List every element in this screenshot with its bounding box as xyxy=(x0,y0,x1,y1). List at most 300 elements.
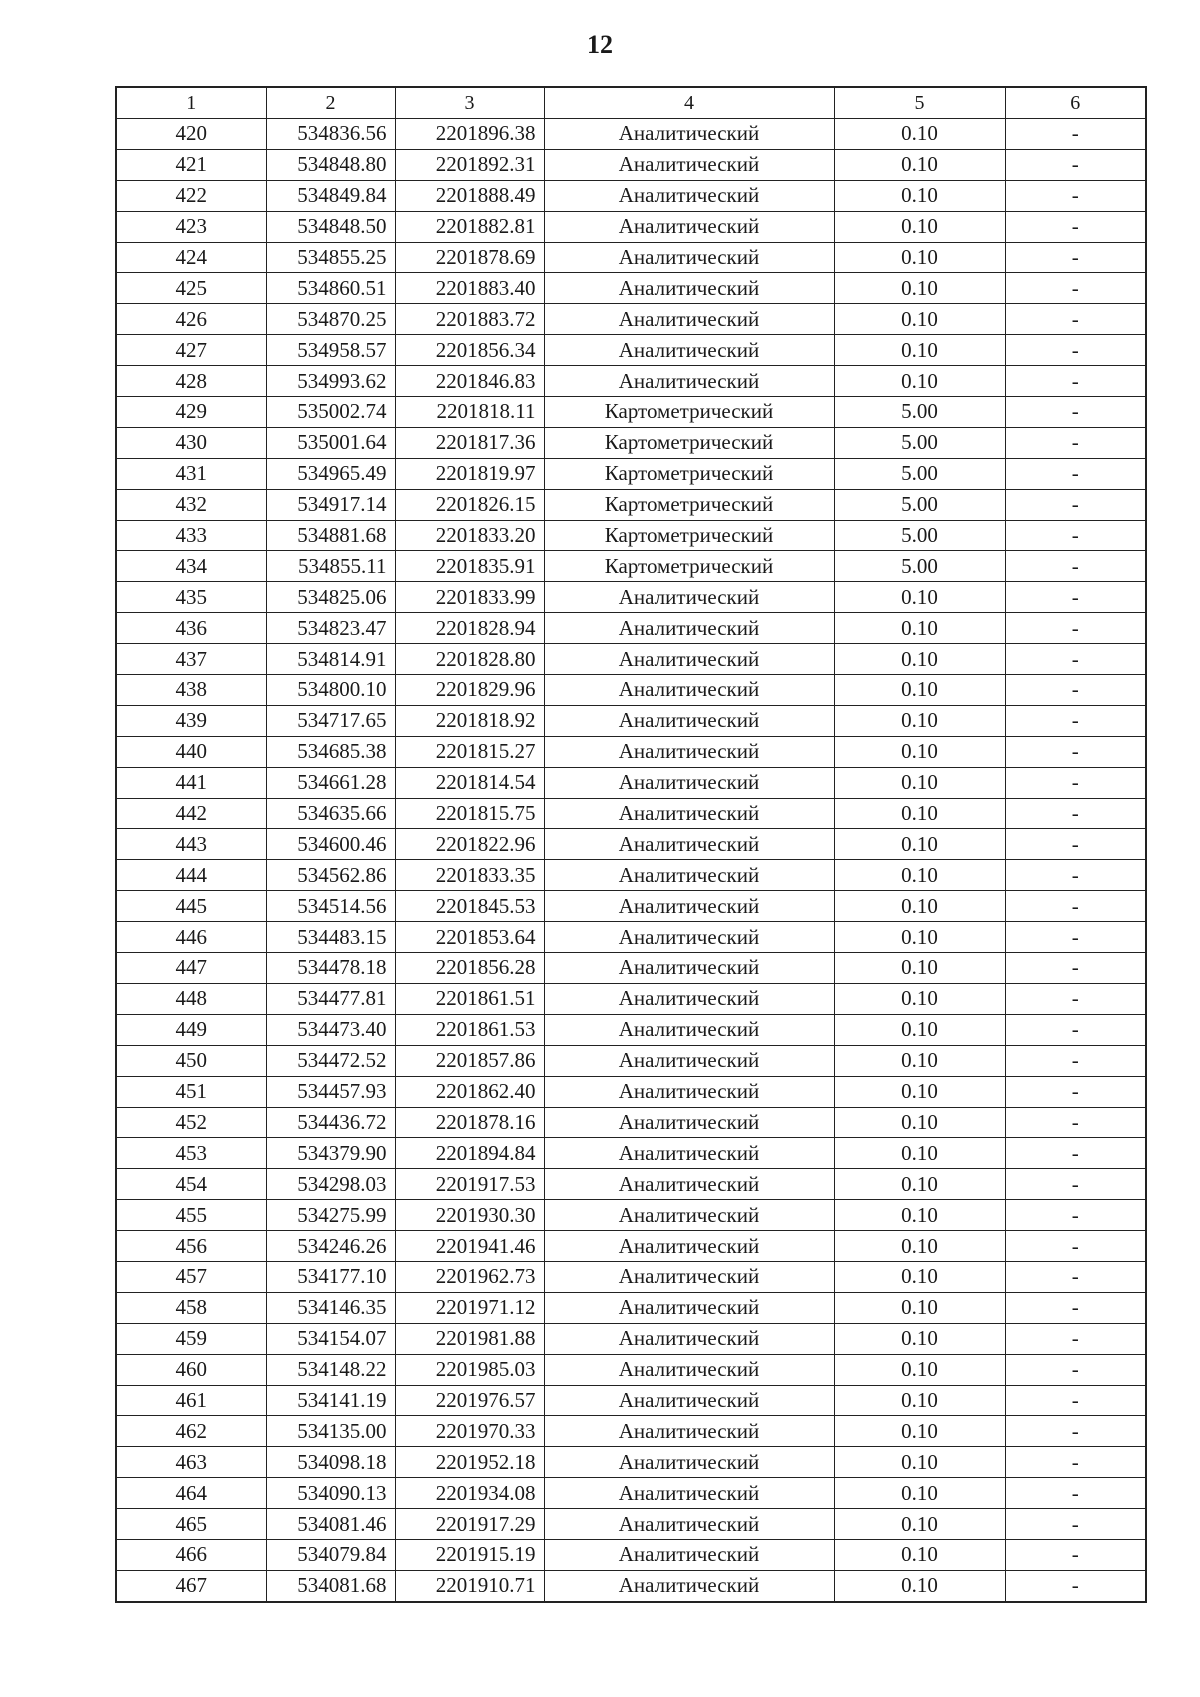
point-number-cell: 442 xyxy=(116,798,266,829)
table-row xyxy=(116,1045,1146,1076)
accuracy-cell: 0.10 xyxy=(834,1447,1005,1478)
x-coordinate-cell: 534154.07 xyxy=(266,1323,395,1354)
point-number-cell: 435 xyxy=(116,582,266,613)
method-cell: Аналитический xyxy=(544,829,834,860)
accuracy-cell: 0.10 xyxy=(834,149,1005,180)
point-number-cell: 467 xyxy=(116,1570,266,1601)
x-coordinate-cell: 534823.47 xyxy=(266,613,395,644)
table-row xyxy=(116,366,1146,397)
point-number-cell: 423 xyxy=(116,211,266,242)
method-cell: Аналитический xyxy=(544,211,834,242)
point-number-cell: 460 xyxy=(116,1354,266,1385)
x-coordinate-cell: 534379.90 xyxy=(266,1138,395,1169)
table-row xyxy=(116,953,1146,984)
point-number-cell: 440 xyxy=(116,736,266,767)
point-number-cell: 433 xyxy=(116,520,266,551)
x-coordinate-cell: 534477.81 xyxy=(266,983,395,1014)
y-coordinate-cell: 2201878.69 xyxy=(395,242,544,273)
note-cell: - xyxy=(1005,520,1146,551)
accuracy-cell: 0.10 xyxy=(834,119,1005,150)
note-cell: - xyxy=(1005,953,1146,984)
point-number-cell: 444 xyxy=(116,860,266,891)
table-row xyxy=(116,1169,1146,1200)
method-cell: Аналитический xyxy=(544,304,834,335)
x-coordinate-cell: 534870.25 xyxy=(266,304,395,335)
table-row xyxy=(116,891,1146,922)
x-coordinate-cell: 534081.46 xyxy=(266,1509,395,1540)
x-coordinate-cell: 534098.18 xyxy=(266,1447,395,1478)
method-cell: Аналитический xyxy=(544,705,834,736)
y-coordinate-cell: 2201833.35 xyxy=(395,860,544,891)
point-number-cell: 428 xyxy=(116,366,266,397)
accuracy-cell: 0.10 xyxy=(834,644,1005,675)
accuracy-cell: 0.10 xyxy=(834,1478,1005,1509)
point-number-cell: 449 xyxy=(116,1014,266,1045)
point-number-cell: 453 xyxy=(116,1138,266,1169)
table-row xyxy=(116,613,1146,644)
x-coordinate-cell: 534457.93 xyxy=(266,1076,395,1107)
point-number-cell: 439 xyxy=(116,705,266,736)
y-coordinate-cell: 2201853.64 xyxy=(395,922,544,953)
note-cell: - xyxy=(1005,1385,1146,1416)
table-row xyxy=(116,675,1146,706)
note-cell: - xyxy=(1005,242,1146,273)
method-cell: Аналитический xyxy=(544,1169,834,1200)
table-row xyxy=(116,1447,1146,1478)
accuracy-cell: 0.10 xyxy=(834,705,1005,736)
accuracy-cell: 5.00 xyxy=(834,520,1005,551)
method-cell: Аналитический xyxy=(544,798,834,829)
y-coordinate-cell: 2201962.73 xyxy=(395,1261,544,1292)
y-coordinate-cell: 2201857.86 xyxy=(395,1045,544,1076)
point-number-cell: 443 xyxy=(116,829,266,860)
accuracy-cell: 0.10 xyxy=(834,798,1005,829)
method-cell: Аналитический xyxy=(544,119,834,150)
point-number-cell: 456 xyxy=(116,1231,266,1262)
method-cell: Аналитический xyxy=(544,1539,834,1570)
x-coordinate-cell: 534472.52 xyxy=(266,1045,395,1076)
table-row xyxy=(116,1416,1146,1447)
accuracy-cell: 0.10 xyxy=(834,860,1005,891)
point-number-cell: 450 xyxy=(116,1045,266,1076)
accuracy-cell: 0.10 xyxy=(834,273,1005,304)
method-cell: Аналитический xyxy=(544,273,834,304)
accuracy-cell: 0.10 xyxy=(834,1416,1005,1447)
y-coordinate-cell: 2201846.83 xyxy=(395,366,544,397)
method-cell: Картометрический xyxy=(544,397,834,428)
y-coordinate-cell: 2201952.18 xyxy=(395,1447,544,1478)
point-number-cell: 457 xyxy=(116,1261,266,1292)
y-coordinate-cell: 2201856.34 xyxy=(395,335,544,366)
y-coordinate-cell: 2201828.94 xyxy=(395,613,544,644)
note-cell: - xyxy=(1005,736,1146,767)
x-coordinate-cell: 534600.46 xyxy=(266,829,395,860)
note-cell: - xyxy=(1005,1539,1146,1570)
method-cell: Аналитический xyxy=(544,1478,834,1509)
note-cell: - xyxy=(1005,644,1146,675)
table-row xyxy=(116,119,1146,150)
point-number-cell: 420 xyxy=(116,119,266,150)
table-row xyxy=(116,458,1146,489)
note-cell: - xyxy=(1005,149,1146,180)
x-coordinate-cell: 534881.68 xyxy=(266,520,395,551)
x-coordinate-cell: 534146.35 xyxy=(266,1292,395,1323)
x-coordinate-cell: 534800.10 xyxy=(266,675,395,706)
method-cell: Аналитический xyxy=(544,922,834,953)
table-row xyxy=(116,644,1146,675)
method-cell: Аналитический xyxy=(544,1045,834,1076)
table-row xyxy=(116,1200,1146,1231)
accuracy-cell: 5.00 xyxy=(834,397,1005,428)
x-coordinate-cell: 534849.84 xyxy=(266,180,395,211)
accuracy-cell: 0.10 xyxy=(834,304,1005,335)
page-number: 12 xyxy=(587,30,613,59)
note-cell: - xyxy=(1005,860,1146,891)
method-cell: Аналитический xyxy=(544,1385,834,1416)
x-coordinate-cell: 534635.66 xyxy=(266,798,395,829)
table-row xyxy=(116,1478,1146,1509)
table-row xyxy=(116,397,1146,428)
method-cell: Аналитический xyxy=(544,180,834,211)
note-cell: - xyxy=(1005,891,1146,922)
note-cell: - xyxy=(1005,1323,1146,1354)
accuracy-cell: 0.10 xyxy=(834,366,1005,397)
y-coordinate-cell: 2201815.75 xyxy=(395,798,544,829)
method-cell: Аналитический xyxy=(544,1416,834,1447)
x-coordinate-cell: 534848.50 xyxy=(266,211,395,242)
point-number-cell: 427 xyxy=(116,335,266,366)
table-row xyxy=(116,798,1146,829)
accuracy-cell: 0.10 xyxy=(834,613,1005,644)
y-coordinate-cell: 2201819.97 xyxy=(395,458,544,489)
method-cell: Аналитический xyxy=(544,983,834,1014)
accuracy-cell: 5.00 xyxy=(834,427,1005,458)
accuracy-cell: 0.10 xyxy=(834,1045,1005,1076)
point-number-cell: 434 xyxy=(116,551,266,582)
y-coordinate-cell: 2201894.84 xyxy=(395,1138,544,1169)
column-header: 5 xyxy=(834,87,1005,119)
y-coordinate-cell: 2201862.40 xyxy=(395,1076,544,1107)
note-cell: - xyxy=(1005,983,1146,1014)
y-coordinate-cell: 2201829.96 xyxy=(395,675,544,706)
note-cell: - xyxy=(1005,582,1146,613)
note-cell: - xyxy=(1005,829,1146,860)
table-row xyxy=(116,211,1146,242)
y-coordinate-cell: 2201835.91 xyxy=(395,551,544,582)
table-row xyxy=(116,705,1146,736)
y-coordinate-cell: 2201815.27 xyxy=(395,736,544,767)
point-number-cell: 465 xyxy=(116,1509,266,1540)
accuracy-cell: 0.10 xyxy=(834,582,1005,613)
note-cell: - xyxy=(1005,211,1146,242)
table-row xyxy=(116,520,1146,551)
point-number-cell: 432 xyxy=(116,489,266,520)
note-cell: - xyxy=(1005,366,1146,397)
accuracy-cell: 0.10 xyxy=(834,335,1005,366)
method-cell: Картометрический xyxy=(544,458,834,489)
method-cell: Картометрический xyxy=(544,520,834,551)
table-row xyxy=(116,922,1146,953)
x-coordinate-cell: 534848.80 xyxy=(266,149,395,180)
method-cell: Аналитический xyxy=(544,1323,834,1354)
x-coordinate-cell: 534246.26 xyxy=(266,1231,395,1262)
y-coordinate-cell: 2201818.92 xyxy=(395,705,544,736)
y-coordinate-cell: 2201976.57 xyxy=(395,1385,544,1416)
x-coordinate-cell: 534436.72 xyxy=(266,1107,395,1138)
note-cell: - xyxy=(1005,675,1146,706)
accuracy-cell: 0.10 xyxy=(834,1570,1005,1601)
note-cell: - xyxy=(1005,551,1146,582)
point-number-cell: 445 xyxy=(116,891,266,922)
note-cell: - xyxy=(1005,1138,1146,1169)
method-cell: Аналитический xyxy=(544,1261,834,1292)
y-coordinate-cell: 2201888.49 xyxy=(395,180,544,211)
table-row xyxy=(116,983,1146,1014)
column-header: 4 xyxy=(544,87,834,119)
y-coordinate-cell: 2201833.99 xyxy=(395,582,544,613)
method-cell: Аналитический xyxy=(544,1138,834,1169)
accuracy-cell: 0.10 xyxy=(834,1539,1005,1570)
table-row xyxy=(116,1323,1146,1354)
y-coordinate-cell: 2201822.96 xyxy=(395,829,544,860)
method-cell: Аналитический xyxy=(544,149,834,180)
x-coordinate-cell: 535002.74 xyxy=(266,397,395,428)
method-cell: Аналитический xyxy=(544,953,834,984)
point-number-cell: 437 xyxy=(116,644,266,675)
x-coordinate-cell: 534079.84 xyxy=(266,1539,395,1570)
x-coordinate-cell: 534562.86 xyxy=(266,860,395,891)
column-header: 2 xyxy=(266,87,395,119)
y-coordinate-cell: 2201883.72 xyxy=(395,304,544,335)
point-number-cell: 451 xyxy=(116,1076,266,1107)
note-cell: - xyxy=(1005,489,1146,520)
x-coordinate-cell: 534483.15 xyxy=(266,922,395,953)
point-number-cell: 463 xyxy=(116,1447,266,1478)
table-row xyxy=(116,242,1146,273)
method-cell: Аналитический xyxy=(544,1231,834,1262)
table-row xyxy=(116,1570,1146,1601)
note-cell: - xyxy=(1005,304,1146,335)
table-row xyxy=(116,829,1146,860)
method-cell: Аналитический xyxy=(544,1570,834,1601)
method-cell: Картометрический xyxy=(544,427,834,458)
table-row xyxy=(116,427,1146,458)
table-row xyxy=(116,489,1146,520)
method-cell: Аналитический xyxy=(544,1200,834,1231)
accuracy-cell: 0.10 xyxy=(834,891,1005,922)
y-coordinate-cell: 2201861.51 xyxy=(395,983,544,1014)
x-coordinate-cell: 534717.65 xyxy=(266,705,395,736)
point-number-cell: 429 xyxy=(116,397,266,428)
note-cell: - xyxy=(1005,767,1146,798)
accuracy-cell: 0.10 xyxy=(834,1231,1005,1262)
x-coordinate-cell: 534141.19 xyxy=(266,1385,395,1416)
note-cell: - xyxy=(1005,335,1146,366)
accuracy-cell: 0.10 xyxy=(834,953,1005,984)
y-coordinate-cell: 2201971.12 xyxy=(395,1292,544,1323)
x-coordinate-cell: 534081.68 xyxy=(266,1570,395,1601)
point-number-cell: 459 xyxy=(116,1323,266,1354)
accuracy-cell: 5.00 xyxy=(834,551,1005,582)
x-coordinate-cell: 534836.56 xyxy=(266,119,395,150)
table-row xyxy=(116,304,1146,335)
table-row xyxy=(116,273,1146,304)
table-row xyxy=(116,1107,1146,1138)
accuracy-cell: 5.00 xyxy=(834,458,1005,489)
y-coordinate-cell: 2201941.46 xyxy=(395,1231,544,1262)
y-coordinate-cell: 2201917.53 xyxy=(395,1169,544,1200)
table-row xyxy=(116,1138,1146,1169)
y-coordinate-cell: 2201878.16 xyxy=(395,1107,544,1138)
x-coordinate-cell: 534685.38 xyxy=(266,736,395,767)
note-cell: - xyxy=(1005,1261,1146,1292)
table-row xyxy=(116,1354,1146,1385)
method-cell: Аналитический xyxy=(544,891,834,922)
x-coordinate-cell: 534814.91 xyxy=(266,644,395,675)
y-coordinate-cell: 2201915.19 xyxy=(395,1539,544,1570)
point-number-cell: 454 xyxy=(116,1169,266,1200)
table-row xyxy=(116,1014,1146,1045)
table-row xyxy=(116,149,1146,180)
accuracy-cell: 0.10 xyxy=(834,829,1005,860)
note-cell: - xyxy=(1005,458,1146,489)
method-cell: Аналитический xyxy=(544,1354,834,1385)
y-coordinate-cell: 2201861.53 xyxy=(395,1014,544,1045)
method-cell: Аналитический xyxy=(544,582,834,613)
y-coordinate-cell: 2201828.80 xyxy=(395,644,544,675)
note-cell: - xyxy=(1005,1570,1146,1601)
accuracy-cell: 0.10 xyxy=(834,1014,1005,1045)
note-cell: - xyxy=(1005,922,1146,953)
method-cell: Аналитический xyxy=(544,242,834,273)
point-number-cell: 425 xyxy=(116,273,266,304)
column-header: 6 xyxy=(1005,87,1146,119)
point-number-cell: 461 xyxy=(116,1385,266,1416)
accuracy-cell: 5.00 xyxy=(834,489,1005,520)
accuracy-cell: 0.10 xyxy=(834,983,1005,1014)
y-coordinate-cell: 2201856.28 xyxy=(395,953,544,984)
x-coordinate-cell: 534661.28 xyxy=(266,767,395,798)
accuracy-cell: 0.10 xyxy=(834,1169,1005,1200)
note-cell: - xyxy=(1005,798,1146,829)
coordinates-table xyxy=(115,86,1147,1603)
y-coordinate-cell: 2201814.54 xyxy=(395,767,544,798)
table-body xyxy=(116,119,1146,1602)
y-coordinate-cell: 2201826.15 xyxy=(395,489,544,520)
note-cell: - xyxy=(1005,397,1146,428)
x-coordinate-cell: 534917.14 xyxy=(266,489,395,520)
table-row xyxy=(116,1076,1146,1107)
point-number-cell: 422 xyxy=(116,180,266,211)
table-row xyxy=(116,551,1146,582)
point-number-cell: 447 xyxy=(116,953,266,984)
point-number-cell: 441 xyxy=(116,767,266,798)
point-number-cell: 446 xyxy=(116,922,266,953)
note-cell: - xyxy=(1005,1169,1146,1200)
note-cell: - xyxy=(1005,1292,1146,1323)
point-number-cell: 452 xyxy=(116,1107,266,1138)
y-coordinate-cell: 2201892.31 xyxy=(395,149,544,180)
x-coordinate-cell: 534275.99 xyxy=(266,1200,395,1231)
note-cell: - xyxy=(1005,1447,1146,1478)
accuracy-cell: 0.10 xyxy=(834,922,1005,953)
table-row xyxy=(116,860,1146,891)
method-cell: Аналитический xyxy=(544,1447,834,1478)
method-cell: Аналитический xyxy=(544,1107,834,1138)
x-coordinate-cell: 534860.51 xyxy=(266,273,395,304)
method-cell: Аналитический xyxy=(544,736,834,767)
y-coordinate-cell: 2201970.33 xyxy=(395,1416,544,1447)
method-cell: Аналитический xyxy=(544,1292,834,1323)
point-number-cell: 466 xyxy=(116,1539,266,1570)
note-cell: - xyxy=(1005,613,1146,644)
point-number-cell: 431 xyxy=(116,458,266,489)
point-number-cell: 426 xyxy=(116,304,266,335)
note-cell: - xyxy=(1005,427,1146,458)
method-cell: Картометрический xyxy=(544,551,834,582)
method-cell: Аналитический xyxy=(544,767,834,798)
point-number-cell: 455 xyxy=(116,1200,266,1231)
y-coordinate-cell: 2201882.81 xyxy=(395,211,544,242)
x-coordinate-cell: 534855.11 xyxy=(266,551,395,582)
table-row xyxy=(116,582,1146,613)
table-row xyxy=(116,1292,1146,1323)
accuracy-cell: 0.10 xyxy=(834,1354,1005,1385)
x-coordinate-cell: 534958.57 xyxy=(266,335,395,366)
point-number-cell: 462 xyxy=(116,1416,266,1447)
y-coordinate-cell: 2201883.40 xyxy=(395,273,544,304)
note-cell: - xyxy=(1005,1014,1146,1045)
column-header: 3 xyxy=(395,87,544,119)
note-cell: - xyxy=(1005,273,1146,304)
x-coordinate-cell: 534177.10 xyxy=(266,1261,395,1292)
accuracy-cell: 0.10 xyxy=(834,242,1005,273)
y-coordinate-cell: 2201981.88 xyxy=(395,1323,544,1354)
note-cell: - xyxy=(1005,1200,1146,1231)
accuracy-cell: 0.10 xyxy=(834,1076,1005,1107)
table-header-row xyxy=(116,87,1146,119)
accuracy-cell: 0.10 xyxy=(834,675,1005,706)
accuracy-cell: 0.10 xyxy=(834,180,1005,211)
note-cell: - xyxy=(1005,1107,1146,1138)
method-cell: Аналитический xyxy=(544,613,834,644)
accuracy-cell: 0.10 xyxy=(834,736,1005,767)
accuracy-cell: 0.10 xyxy=(834,211,1005,242)
point-number-cell: 424 xyxy=(116,242,266,273)
point-number-cell: 458 xyxy=(116,1292,266,1323)
accuracy-cell: 0.10 xyxy=(834,1292,1005,1323)
method-cell: Аналитический xyxy=(544,1076,834,1107)
accuracy-cell: 0.10 xyxy=(834,1323,1005,1354)
accuracy-cell: 0.10 xyxy=(834,767,1005,798)
x-coordinate-cell: 534478.18 xyxy=(266,953,395,984)
point-number-cell: 464 xyxy=(116,1478,266,1509)
y-coordinate-cell: 2201917.29 xyxy=(395,1509,544,1540)
y-coordinate-cell: 2201845.53 xyxy=(395,891,544,922)
note-cell: - xyxy=(1005,1045,1146,1076)
note-cell: - xyxy=(1005,1354,1146,1385)
table-row xyxy=(116,736,1146,767)
point-number-cell: 430 xyxy=(116,427,266,458)
method-cell: Аналитический xyxy=(544,1509,834,1540)
table-row xyxy=(116,180,1146,211)
note-cell: - xyxy=(1005,119,1146,150)
x-coordinate-cell: 534148.22 xyxy=(266,1354,395,1385)
table-row xyxy=(116,1261,1146,1292)
x-coordinate-cell: 534090.13 xyxy=(266,1478,395,1509)
x-coordinate-cell: 534965.49 xyxy=(266,458,395,489)
table-row xyxy=(116,335,1146,366)
